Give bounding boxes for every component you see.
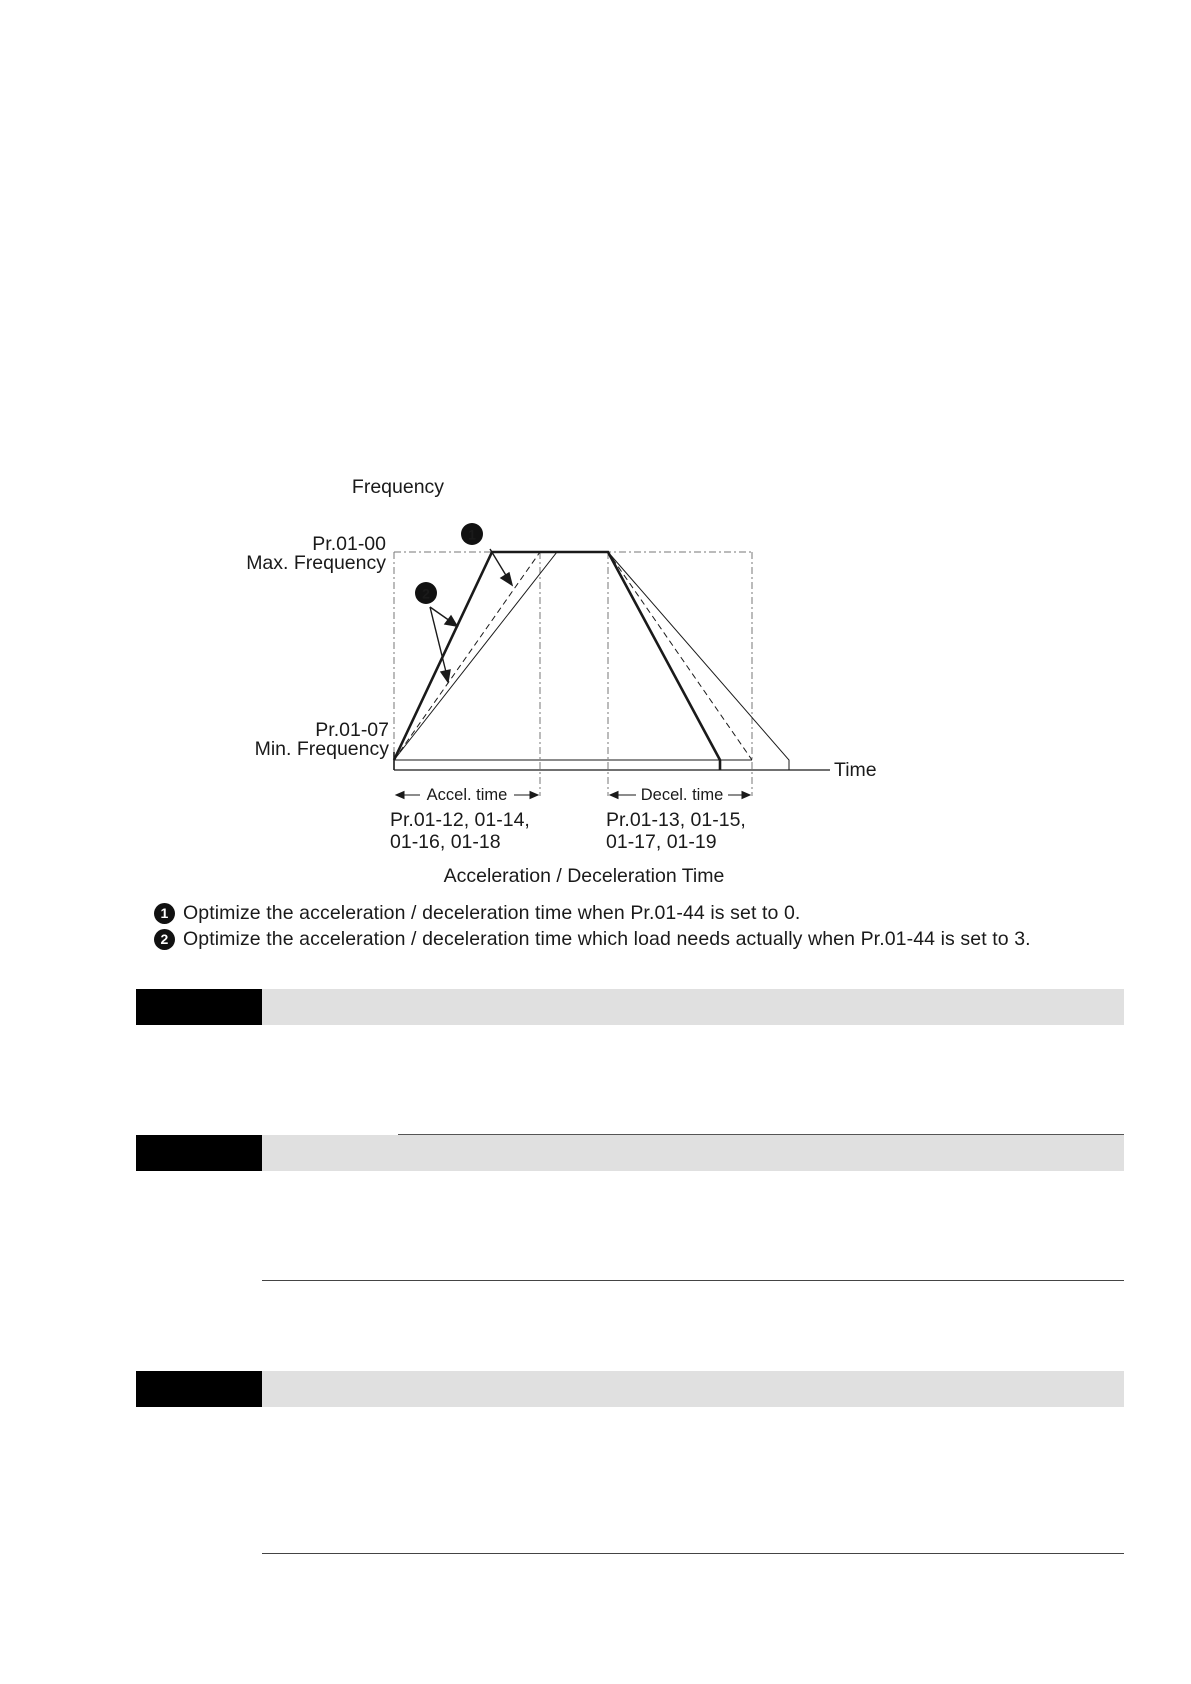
decel-time-label: Decel. time [640, 786, 724, 804]
arrow-head [441, 670, 450, 682]
max-frequency-param: Pr.01-00 [312, 533, 386, 555]
thin-curve [394, 552, 789, 770]
section-header-3 [136, 1371, 1124, 1407]
decel-params-line1: Pr.01-13, 01-15, [606, 809, 746, 831]
note-2-marker-icon: 2 [154, 929, 175, 950]
curves [394, 552, 789, 770]
section-header-1 [136, 989, 1124, 1025]
section-header-2 [136, 1135, 1124, 1171]
y-axis-label: Frequency [351, 476, 445, 498]
section-band-3 [262, 1371, 1124, 1407]
accel-time-label: Accel. time [426, 786, 508, 804]
divider-line-1 [262, 1280, 1124, 1281]
max-frequency-label: Max. Frequency [246, 552, 386, 574]
marker-1 [461, 523, 483, 545]
arrow-head [501, 573, 512, 585]
accel-params-line2: 01-16, 01-18 [390, 831, 501, 853]
section-tag-2 [136, 1135, 262, 1171]
note-1-text: Optimize the acceleration / deceleration time when Pr.01-44 is set to 0. [183, 901, 801, 924]
note-2-text: Optimize the acceleration / deceleration time which load needs actually when Pr.01-44 is set to 3. [183, 927, 1031, 950]
note-2 [154, 926, 1134, 952]
section-tag-3 [136, 1371, 262, 1407]
diagram-notes [154, 900, 1134, 952]
note-1 [154, 900, 1134, 926]
decel-params-line2: 01-17, 01-19 [606, 831, 717, 853]
section-2-top-divider [398, 1134, 1124, 1135]
divider-line-2 [262, 1553, 1124, 1554]
section-band-2 [262, 1135, 1124, 1171]
time-axis [394, 752, 830, 770]
section-tag-1 [136, 989, 262, 1025]
note-1-marker-icon: 1 [154, 903, 175, 924]
section-band-1 [262, 989, 1124, 1025]
x-axis-label: Time [834, 759, 877, 781]
arrow-head [445, 616, 457, 626]
marker-2 [415, 582, 437, 604]
accel-params-line1: Pr.01-12, 01-14, [390, 809, 530, 831]
min-frequency-label: Min. Frequency [254, 738, 389, 760]
marker-2-label: 2 [422, 585, 430, 602]
min-frequency-param: Pr.01-07 [315, 719, 389, 741]
diagram-caption: Acceleration / Deceleration Time [443, 865, 725, 887]
marker-1-label: 1 [468, 526, 476, 543]
